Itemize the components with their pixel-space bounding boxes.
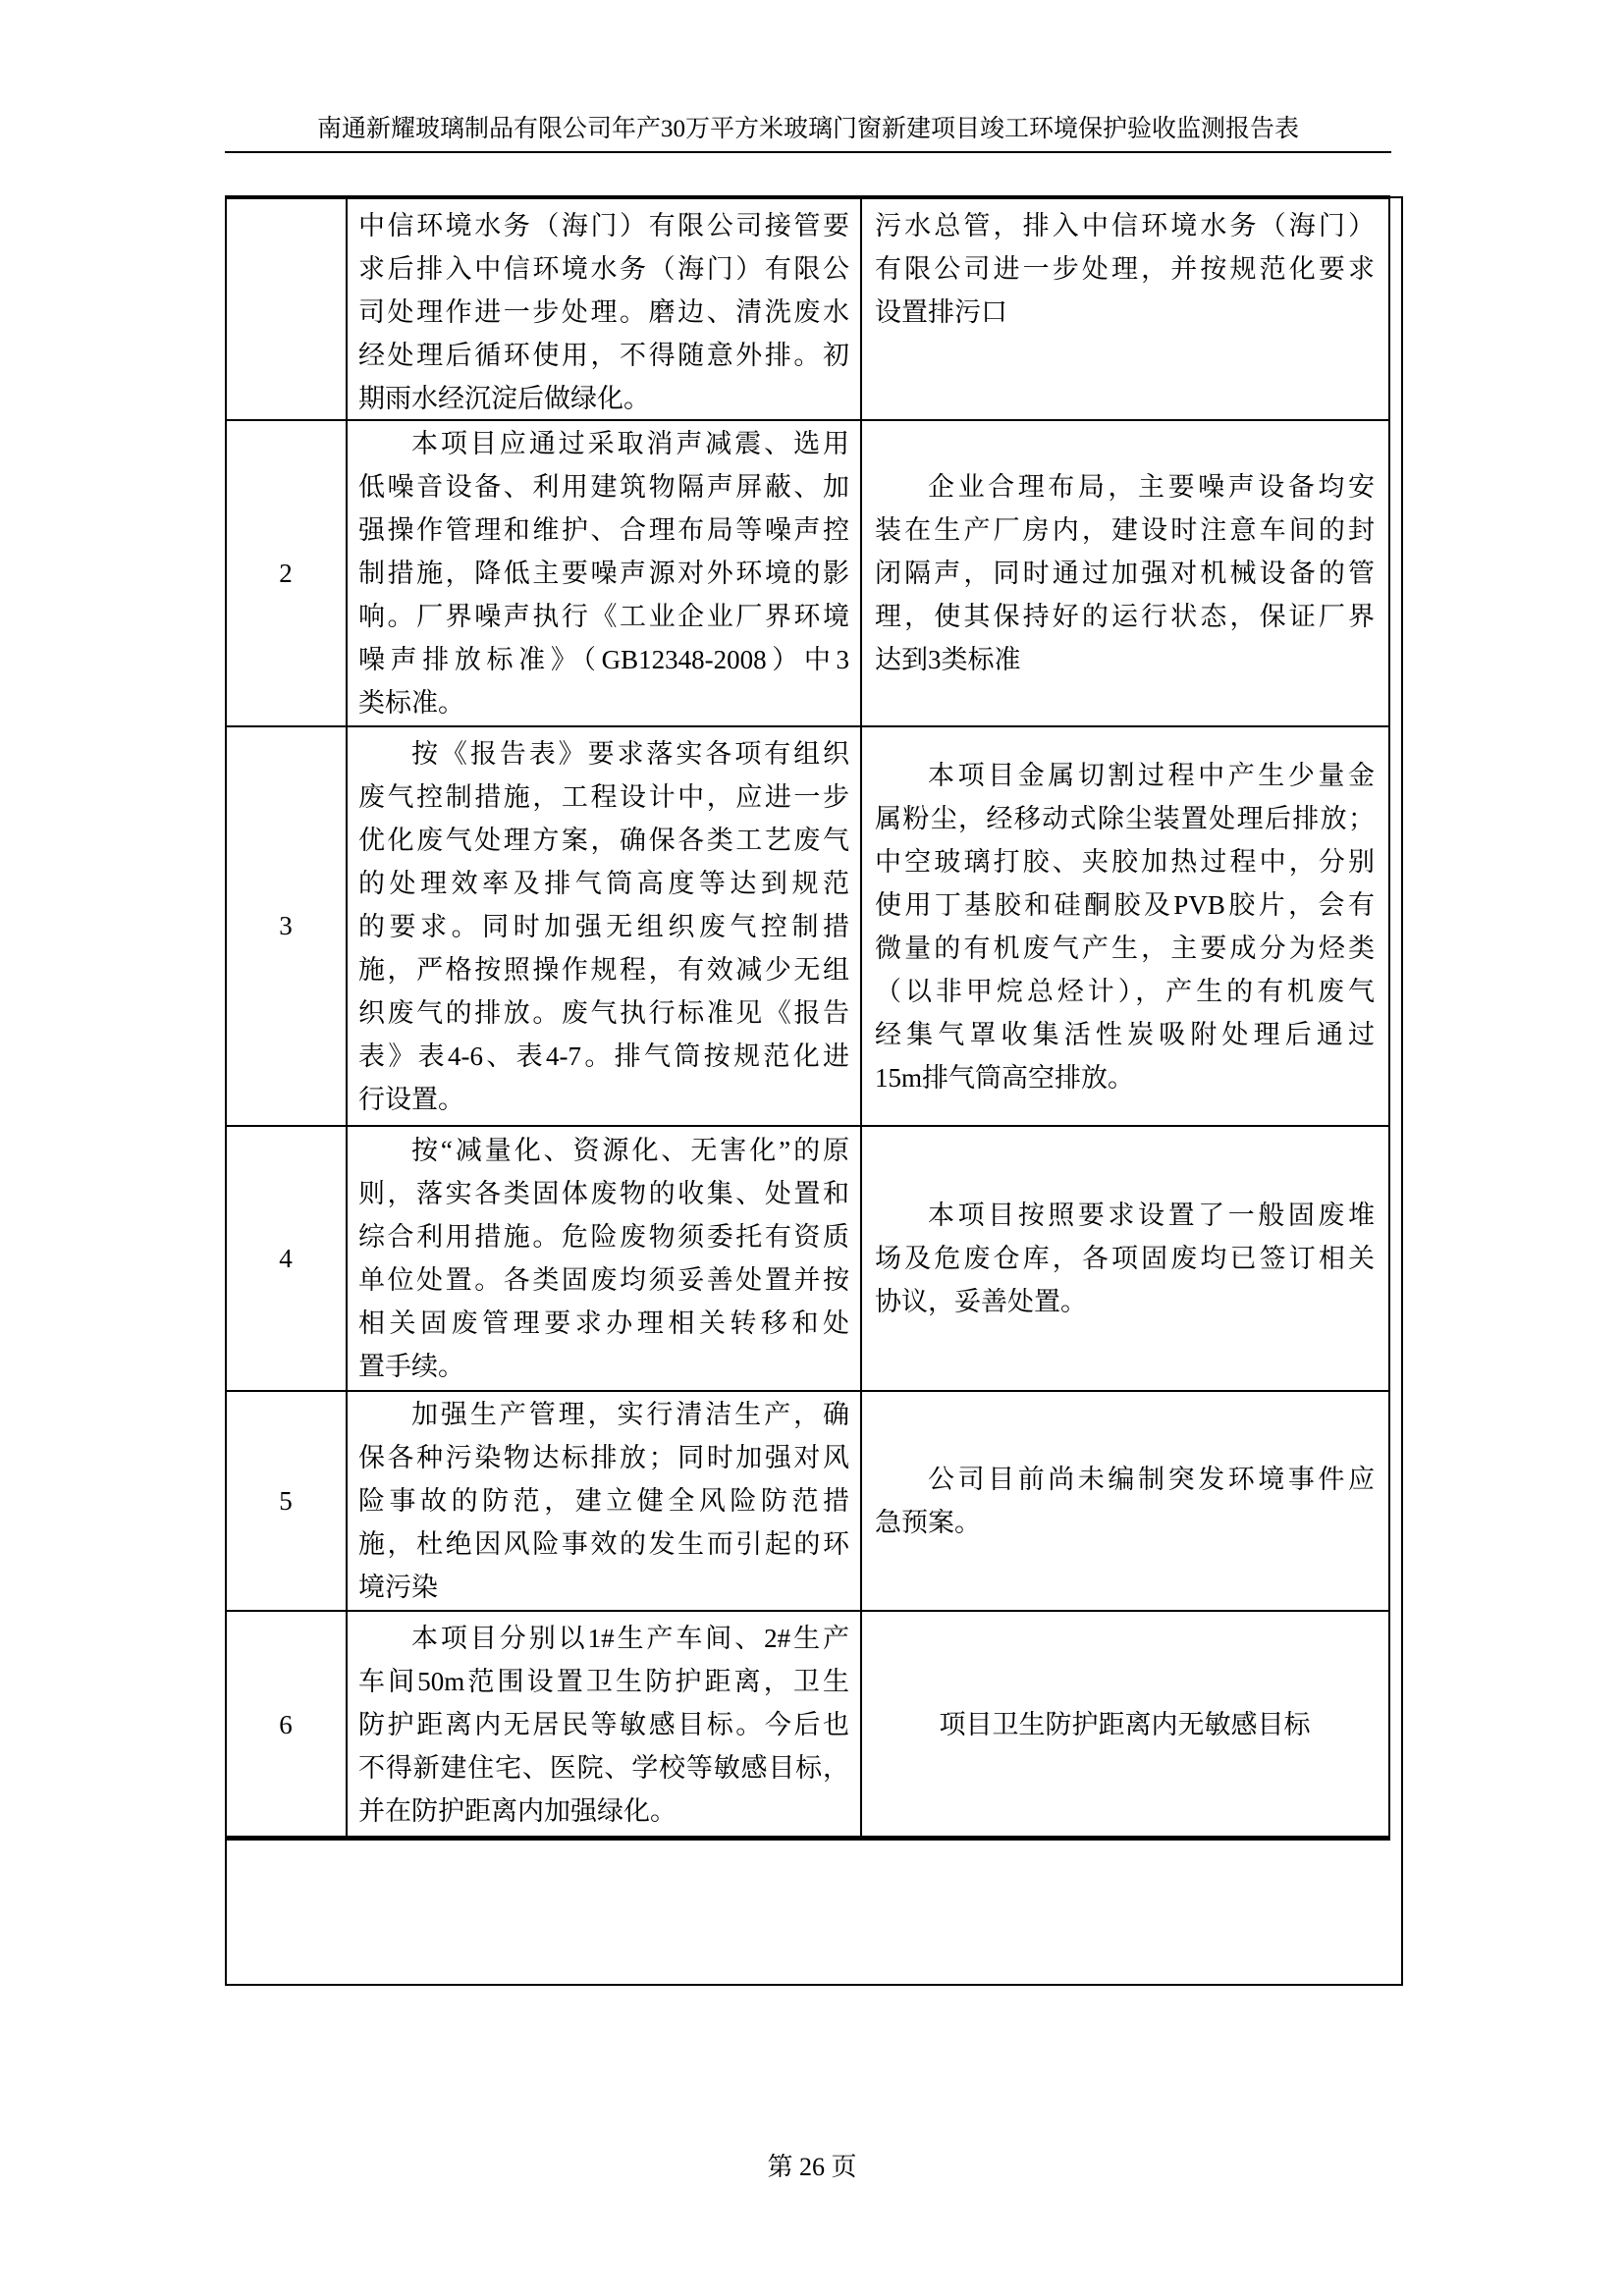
cell-line: 施，杜绝因风险事效的发生而引起的环 <box>358 1529 849 1559</box>
table-row <box>225 1392 1388 1612</box>
cell-line: 本项目分别以1#生产车间、2#生产 <box>411 1624 849 1653</box>
cell-line: 并在防护距离内加强绿化。 <box>358 1796 677 1826</box>
cell-line: 求后排入中信环境水务（海门）有限公 <box>358 254 849 284</box>
cell-line: 协议，妥善处置。 <box>875 1287 1087 1316</box>
cell-line: 按《报告表》要求落实各项有组织 <box>411 738 849 769</box>
row-number <box>225 1612 347 1838</box>
cell-line: 境污染 <box>358 1573 438 1602</box>
cell-line: 防护距离内无居民等敏感目标。今后也 <box>358 1710 849 1739</box>
header-rule <box>225 151 1391 153</box>
cell-line: 本项目金属切割过程中产生少量金 <box>928 760 1375 790</box>
cell-line: 项目卫生防护距离内无敏感目标 <box>939 1710 1311 1739</box>
cell-line: 中信环境水务（海门）有限公司接管要 <box>358 211 849 240</box>
cell-line: 表》表4-6、表4-7。排气筒按规范化进 <box>358 1041 849 1071</box>
cell-line: 急预案。 <box>875 1508 981 1537</box>
cell-line: 经处理后循环使用，不得随意外排。初 <box>358 341 849 370</box>
cell-line: 理，使其保持好的运行状态，保证厂界 <box>875 602 1375 631</box>
cell-line: 强操作管理和维护、合理布局等噪声控 <box>358 515 849 545</box>
requirement-cell <box>347 421 861 725</box>
cell-line: 场及危废仓库，各项固废均已签订相关 <box>875 1244 1375 1273</box>
row-number <box>225 1127 347 1390</box>
table-row <box>225 1127 1388 1392</box>
row-number-text: 2 <box>279 558 293 588</box>
cell-line: 加强生产管理，实行清洁生产，确 <box>411 1400 849 1429</box>
implementation-cell <box>861 1612 1388 1838</box>
cell-line: 设置排污口 <box>875 297 1007 327</box>
cell-line: （以非甲烷总烃计），产生的有机废气 <box>875 976 1375 1006</box>
cell-line: 废气控制措施，工程设计中，应进一步 <box>358 781 849 812</box>
cell-line: 本项目应通过采取消声减震、选用 <box>411 429 849 458</box>
cell-line: 期雨水经沉淀后做绿化。 <box>358 384 650 413</box>
cell-line: 综合利用措施。危险废物须委托有资质 <box>358 1222 849 1252</box>
column-divider <box>346 196 348 1838</box>
table-right-border <box>1388 196 1390 1838</box>
cell-line: 公司目前尚未编制突发环境事件应 <box>928 1465 1375 1494</box>
table-top-rule <box>225 195 1390 199</box>
cell-line: 保各种污染物达标排放；同时加强对风 <box>358 1443 849 1472</box>
cell-line: 施，严格按照操作规程，有效减少无组 <box>358 954 849 985</box>
implementation-cell <box>861 421 1388 725</box>
cell-line: 织废气的排放。废气执行标准见《报告 <box>358 997 849 1028</box>
table-bottom-rule <box>225 1836 1390 1841</box>
page-header-title: 南通新耀玻璃制品有限公司年产30万平方米玻璃门窗新建项目竣工环境保护验收监测报告表 <box>316 116 1299 142</box>
row-number-text: 3 <box>279 911 293 940</box>
row-number <box>225 1392 347 1610</box>
cell-line: 企业合理布局，主要噪声设备均安 <box>928 472 1375 502</box>
table-row <box>225 727 1388 1127</box>
cell-line: 不得新建住宅、医院、学校等敏感目标， <box>358 1753 849 1783</box>
requirement-cell <box>347 1127 861 1390</box>
cell-line: 司处理作进一步处理。磨边、清洗废水 <box>358 297 849 327</box>
cell-line: 则，落实各类固体废物的收集、处置和 <box>358 1179 849 1208</box>
cell-line: 的处理效率及排气筒高度等达到规范 <box>358 868 849 898</box>
requirement-cell <box>347 727 861 1125</box>
cell-line: 中空玻璃打胶、夹胶加热过程中，分别 <box>875 846 1375 877</box>
row-number <box>225 196 347 419</box>
cell-line: 置手续。 <box>358 1352 464 1381</box>
cell-line: 低噪音设备、利用建筑物隔声屏蔽、加 <box>358 472 849 502</box>
cell-line: 险事故的防范，建立健全风险防范措 <box>358 1486 849 1516</box>
cell-line: 车间50m范围设置卫生防护距离，卫生 <box>358 1667 849 1696</box>
cell-line: 达到3类标准 <box>875 645 1021 674</box>
cell-line: 有限公司进一步处理，并按规范化要求 <box>875 254 1375 284</box>
cell-line: 装在生产厂房内，建设时注意车间的封 <box>875 515 1375 545</box>
cell-line: 行设置。 <box>358 1084 464 1114</box>
column-divider <box>860 196 862 1838</box>
table-row <box>225 196 1388 421</box>
cell-line: 本项目按照要求设置了一般固废堆 <box>928 1201 1375 1230</box>
row-number <box>225 727 347 1125</box>
cell-line: 属粉尘，经移动式除尘装置处理后排放； <box>875 803 1375 833</box>
cell-line: 响。厂界噪声执行《工业企业厂界环境 <box>358 602 849 631</box>
cell-line: 优化废气处理方案，确保各类工艺废气 <box>358 825 849 855</box>
implementation-cell <box>861 196 1388 419</box>
cell-line: 制措施，降低主要噪声源对外环境的影 <box>358 559 849 588</box>
row-number-text: 5 <box>279 1485 293 1516</box>
page-number: 第 26 页 <box>767 2153 857 2181</box>
cell-line: 的要求。同时加强无组织废气控制措 <box>358 911 849 941</box>
requirement-cell <box>347 1612 861 1838</box>
requirement-cell <box>347 1392 861 1610</box>
cell-line: 微量的有机废气产生，主要成分为烃类 <box>875 933 1375 963</box>
cell-line: 经集气罩收集活性炭吸附处理后通过 <box>875 1019 1375 1049</box>
cell-line: 污水总管，排入中信环境水务（海门） <box>875 211 1375 240</box>
requirement-cell <box>347 196 861 419</box>
table-row <box>225 421 1388 727</box>
implementation-cell <box>861 1392 1388 1610</box>
table-row <box>225 1612 1388 1838</box>
implementation-cell <box>861 727 1388 1125</box>
implementation-cell <box>861 1127 1388 1390</box>
row-number <box>225 421 347 725</box>
cell-line: 单位处置。各类固废均须妥善处置并按 <box>358 1265 849 1295</box>
cell-line: 按“减量化、资源化、无害化”的原 <box>411 1136 849 1165</box>
cell-line: 15m排气筒高空排放。 <box>875 1062 1135 1093</box>
cell-line: 闭隔声，同时通过加强对机械设备的管 <box>875 559 1375 588</box>
cell-line: 使用丁基胶和硅酮胶及PVB胶片，会有 <box>875 889 1375 920</box>
cell-line: 相关固废管理要求办理相关转移和处 <box>358 1308 849 1338</box>
row-number-text: 4 <box>279 1243 293 1273</box>
row-number-text: 6 <box>279 1709 293 1739</box>
cell-line: 类标准。 <box>358 688 464 718</box>
cell-line: 噪声排放标准》（GB12348-2008）中3 <box>358 645 849 674</box>
